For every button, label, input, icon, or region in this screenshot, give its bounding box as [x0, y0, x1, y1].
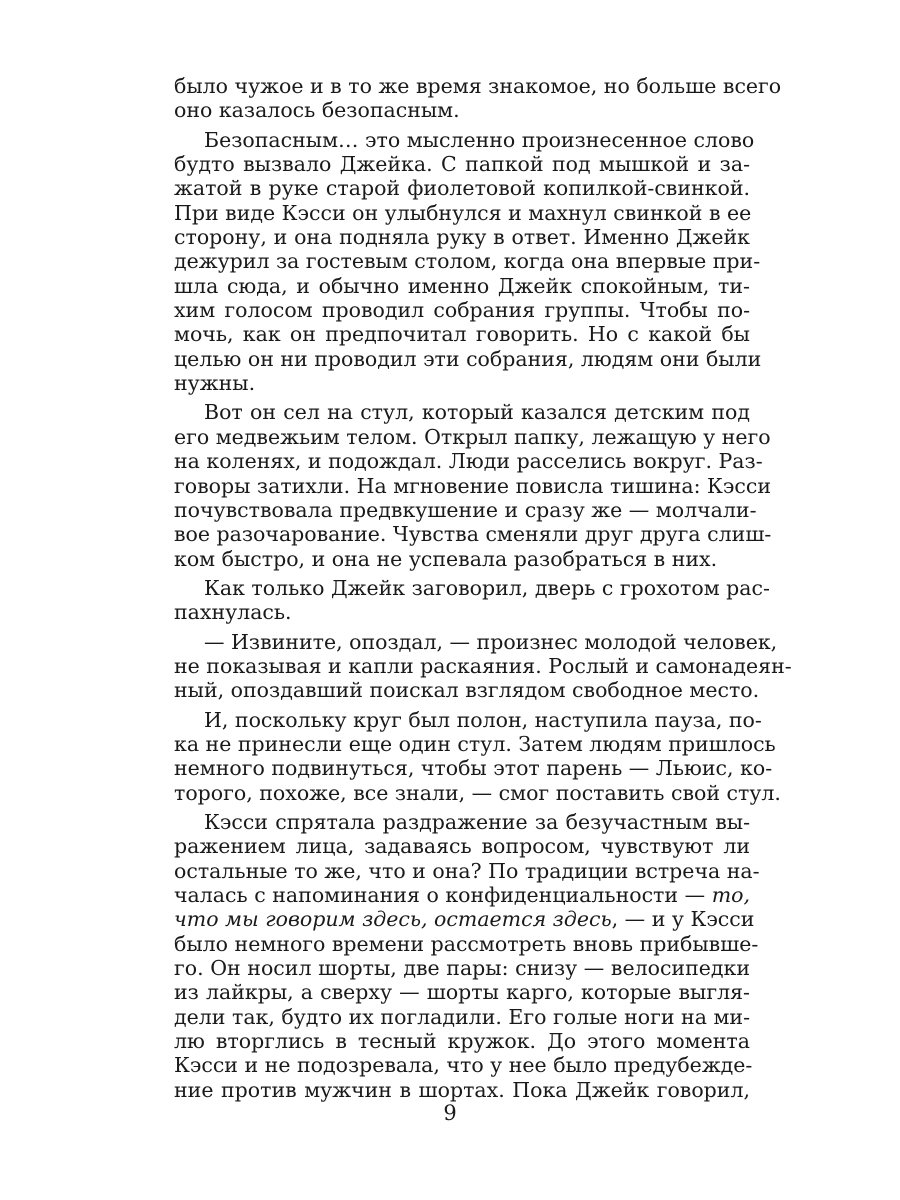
- text-line: не показывая и капли раскаяния. Рослый и самонадеян-: [174, 653, 792, 678]
- text-line: дежурил за гостевым столом, когда она впервые при-: [174, 249, 761, 274]
- text-line: Безопасным… это мысленно произнесенное слово: [204, 127, 755, 152]
- text-line: мочь, как он предпочитал говорить. Но с какой бы: [174, 322, 750, 347]
- text-line: оно казалось безопасным.: [174, 98, 460, 123]
- text-line: говоры затихли. На мгновение повисла тишина: Кэсси: [174, 473, 772, 498]
- text-line: будто вызвало Джейка. С папкой под мышкой и за-: [174, 152, 750, 177]
- paragraph-7: [174, 809, 760, 1102]
- paragraph-6: [174, 707, 781, 805]
- paragraph-3: [174, 400, 772, 571]
- text-line: При виде Кэсси он улыбнулся и махнул свинкой в ее: [174, 200, 752, 225]
- text-line: Кэсси и не подозревала, что у нее было предубежде-: [174, 1053, 753, 1078]
- text-line: остальные то же, что и она? По традиции встреча на-: [174, 858, 760, 883]
- text-line-with-italic: [174, 907, 755, 932]
- text-line: было немного времени рассмотреть вновь прибывше-: [174, 931, 759, 956]
- text-run: , — и у Кэсси: [611, 907, 755, 932]
- text-line: Кэсси спрятала раздражение за безучастным вы-: [204, 809, 750, 834]
- text-line: ние против мужчин в шортах. Пока Джейк говорил,: [174, 1077, 750, 1102]
- text-line: ка не принесли еще один стул. Затем людям пришлось: [174, 731, 776, 756]
- text-line: сторону, и она подняла руку в ответ. Именно Джейк: [174, 225, 750, 250]
- text-line: торого, похоже, все знали, — смог поставить свой стул.: [174, 780, 781, 805]
- text-line: пахнулась.: [174, 600, 292, 625]
- text-line: ный, опоздавший поискал взглядом свободное место.: [174, 678, 760, 703]
- paragraph-5-dialogue: [174, 629, 792, 703]
- text-line: И, поскольку круг был полон, наступила пауза, по-: [204, 707, 762, 732]
- text-line-with-italic: [174, 883, 750, 907]
- body-text: [174, 74, 792, 1102]
- text-line: нужны.: [174, 371, 256, 396]
- text-line: его медвежьим телом. Открыл папку, лежащую у него: [174, 424, 771, 449]
- paragraph-4: [174, 575, 770, 625]
- paragraph-1: [174, 74, 782, 123]
- text-line: немного подвинуться, чтобы этот парень — Льюис, ко-: [174, 756, 773, 781]
- text-line: лю вторглись в тесный кружок. До этого момента: [174, 1029, 750, 1054]
- text-line: хим голосом проводил собрания группы. Чтобы по-: [174, 298, 750, 323]
- paragraph-2: [174, 127, 762, 396]
- text-line: дели так, будто их погладили. Его голые ноги на ми-: [174, 1004, 750, 1029]
- text-line: вое разочарование. Чувства сменяли друг друга слиш-: [174, 522, 772, 547]
- page-number: 9: [443, 1101, 457, 1125]
- text-line: ражением лица, задаваясь вопросом, чувствуют ли: [174, 834, 750, 859]
- text-line: было чужое и в то же время знакомое, но больше всего: [174, 74, 782, 98]
- text-line: Вот он сел на стул, который казался детским под: [204, 400, 750, 425]
- text-line: го. Он носил шорты, две пары: снизу — велосипедки: [174, 956, 750, 981]
- text-line: почувствовала предвкушение и сразу же — молчали-: [174, 497, 757, 522]
- text-line: — Извините, опоздал, — произнес молодой человек,: [204, 629, 778, 654]
- text-line: на коленях, и подождал. Люди расселись вокруг. Раз-: [174, 449, 763, 474]
- text-line: жатой в руке старой фиолетовой копилкой-свинкой.: [174, 176, 750, 201]
- text-line: шла сюда, и обычно именно Джейк спокойным, ти-: [174, 273, 750, 298]
- text-line: целью он ни проводил эти собрания, людям они были: [174, 346, 762, 371]
- text-run: чалась с напоминания о конфиденциальности —: [174, 883, 712, 907]
- text-line: из лайкры, а сверху — шорты карго, которые выгля-: [174, 980, 750, 1005]
- text-line: Как только Джейк заговорил, дверь с грохотом рас-: [204, 575, 770, 600]
- italic-quote-end: что мы говорим здесь, остается здесь: [174, 907, 612, 932]
- italic-quote-start: то,: [711, 883, 750, 907]
- text-line: ком быстро, и она не успевала разобраться в них.: [174, 546, 718, 571]
